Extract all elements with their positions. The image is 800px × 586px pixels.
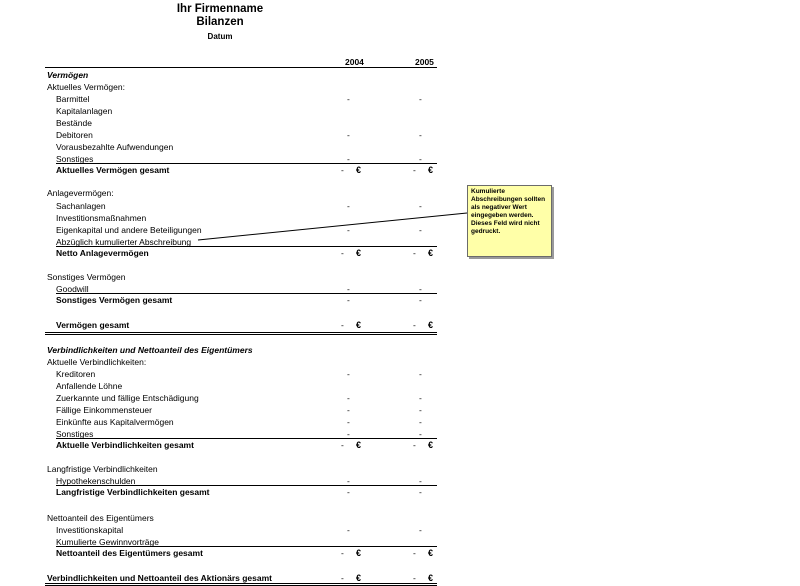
value-2004: -: [347, 405, 350, 415]
total-dash-2005: -: [413, 248, 416, 258]
row-label: Kapitalanlagen: [56, 106, 113, 116]
value-2005: -: [419, 476, 422, 486]
row-label: Fällige Einkommensteuer: [56, 405, 152, 415]
total-dash-2004: -: [341, 548, 344, 558]
total-dash-2005: -: [413, 440, 416, 450]
longterm-liabilities-title: Langfristige Verbindlichkeiten: [47, 464, 158, 474]
cell-comment[interactable]: [467, 185, 552, 257]
value-2005: -: [419, 405, 422, 415]
total-label: Sonstiges Vermögen gesamt: [56, 295, 173, 305]
currency-2004: €: [356, 320, 362, 330]
value-2005: -: [419, 225, 422, 235]
currency-2004: €: [356, 548, 362, 558]
total-label: Langfristige Verbindlichkeiten gesamt: [56, 487, 210, 497]
currency-2005: €: [428, 440, 434, 450]
currency-2004: €: [356, 573, 362, 583]
currency-2005: €: [428, 573, 434, 583]
row-label: Abzüglich kumulierter Abschreibung: [56, 237, 192, 247]
value-2005: -: [419, 369, 422, 379]
comment-line: Dieses Feld wird nicht: [471, 220, 540, 227]
row-label: Kreditoren: [56, 369, 96, 379]
liabilities-heading: Verbindlichkeiten und Nettoanteil des Eigentümers: [47, 345, 253, 355]
total-dash-2004: -: [341, 248, 344, 258]
value-2005: -: [419, 154, 422, 164]
current-assets-title: Aktuelles Vermögen:: [47, 82, 125, 92]
row-label: Einkünfte aus Kapitalvermögen: [56, 417, 174, 427]
value-2005: -: [419, 417, 422, 427]
row-label: Debitoren: [56, 130, 93, 140]
row-label: Anfallende Löhne: [56, 381, 123, 391]
total-label: Aktuelles Vermögen gesamt: [56, 165, 170, 175]
year-header-2004: 2004: [345, 57, 364, 67]
value-2005: -: [419, 487, 422, 497]
value-2004: -: [347, 284, 350, 294]
currency-2004: €: [356, 248, 362, 258]
value-2005: -: [419, 284, 422, 294]
fixed-assets-title: Anlagevermögen:: [47, 188, 114, 198]
currency-2004: €: [356, 165, 362, 175]
report-date: Datum: [207, 32, 233, 41]
value-2005: -: [419, 525, 422, 535]
currency-2005: €: [428, 320, 434, 330]
value-2004: -: [347, 295, 350, 305]
value-2004: -: [347, 369, 350, 379]
value-2005: -: [419, 393, 422, 403]
comment-line: als negativer Wert: [471, 204, 527, 211]
comment-line: gedruckt.: [471, 228, 501, 235]
current-liabilities-title: Aktuelle Verbindlichkeiten:: [47, 357, 147, 367]
currency-2005: €: [428, 548, 434, 558]
total-label: Nettoanteil des Eigentümers gesamt: [56, 548, 203, 558]
row-label: Sonstiges: [56, 429, 94, 439]
total-label: Netto Anlagevermögen: [56, 248, 149, 258]
value-2004: -: [347, 525, 350, 535]
value-2004: -: [347, 487, 350, 497]
equity-title: Nettoanteil des Eigentümers: [47, 513, 154, 523]
currency-2005: €: [428, 248, 434, 258]
value-2005: -: [419, 429, 422, 439]
row-label: Vorausbezahlte Aufwendungen: [56, 142, 174, 152]
row-label: Zuerkannte und fällige Entschädigung: [56, 393, 199, 403]
total-dash-2004: -: [341, 165, 344, 175]
total-dash-2004: -: [341, 573, 344, 583]
value-2005: -: [419, 130, 422, 140]
grand-total-label: Vermögen gesamt: [56, 320, 130, 330]
currency-2004: €: [356, 440, 362, 450]
total-dash-2005: -: [413, 165, 416, 175]
assets-heading: Vermögen: [47, 70, 89, 80]
value-2004: -: [347, 225, 350, 235]
company-name: Ihr Firmenname: [176, 3, 264, 15]
total-dash-2005: -: [413, 548, 416, 558]
value-2005: -: [419, 295, 422, 305]
row-label: Hypothekenschulden: [56, 476, 136, 486]
total-dash-2004: -: [341, 440, 344, 450]
row-label: Goodwill: [56, 284, 89, 294]
total-dash-2005: -: [413, 573, 416, 583]
value-2004: -: [347, 393, 350, 403]
value-2004: -: [347, 429, 350, 439]
row-label: Sonstiges: [56, 154, 94, 164]
value-2004: -: [347, 130, 350, 140]
row-label: Sachanlagen: [56, 201, 106, 211]
comment-line: Abschreibungen sollten: [471, 196, 546, 203]
row-label: Kumulierte Gewinnvorträge: [56, 537, 159, 547]
year-header-2005: 2005: [415, 57, 434, 67]
value-2004: -: [347, 201, 350, 211]
grand-total-label: Verbindlichkeiten und Nettoanteil des Aktionärs gesamt: [47, 573, 272, 583]
value-2004: -: [347, 154, 350, 164]
row-label: Eigenkapital und andere Beteiligungen: [56, 225, 202, 235]
report-title: Bilanzen: [196, 16, 244, 28]
row-label: Bestände: [56, 118, 92, 128]
row-label: Investitionsmaßnahmen: [56, 213, 147, 223]
comment-line: eingegeben werden.: [471, 212, 534, 219]
other-assets-title: Sonstiges Vermögen: [47, 272, 126, 282]
value-2004: -: [347, 94, 350, 104]
currency-2005: €: [428, 165, 434, 175]
row-label: Investitionskapital: [56, 525, 124, 535]
total-dash-2005: -: [413, 320, 416, 330]
value-2005: -: [419, 201, 422, 211]
total-dash-2004: -: [341, 320, 344, 330]
value-2004: -: [347, 476, 350, 486]
comment-line: Kumulierte: [471, 188, 505, 195]
total-label: Aktuelle Verbindlichkeiten gesamt: [56, 440, 194, 450]
value-2004: -: [347, 417, 350, 427]
value-2005: -: [419, 94, 422, 104]
row-label: Barmittel: [56, 94, 90, 104]
